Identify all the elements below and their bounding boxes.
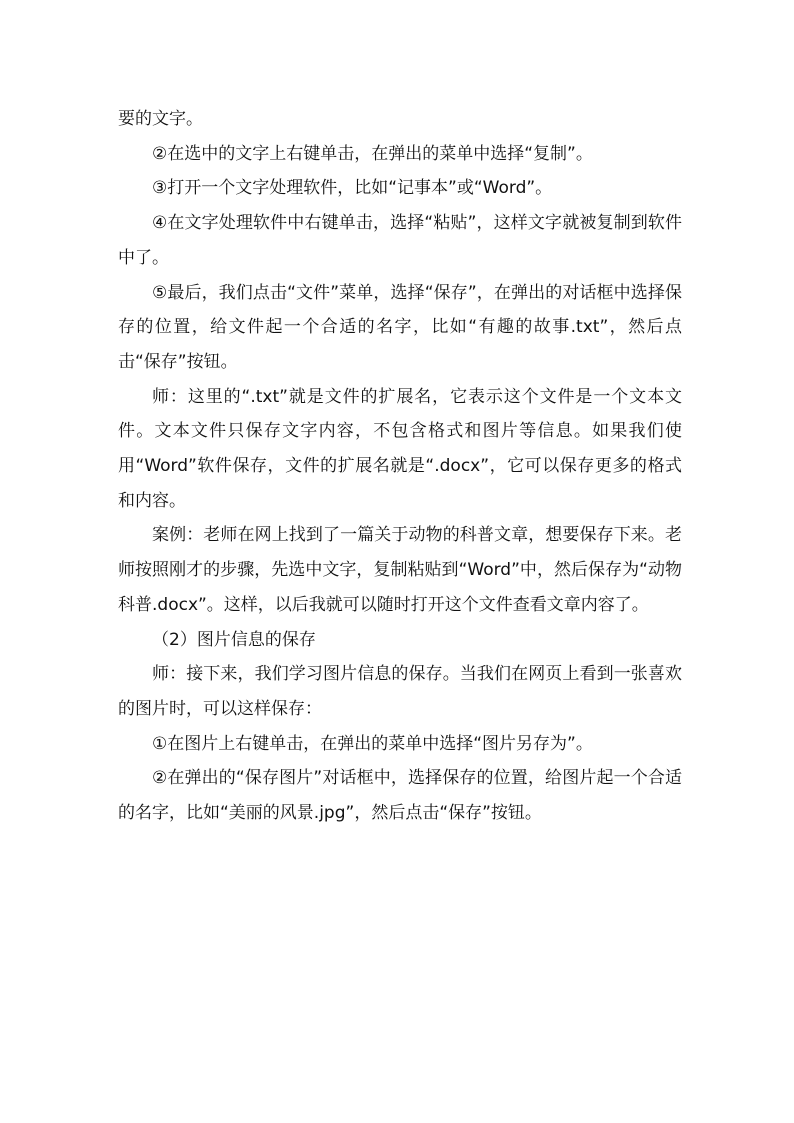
document-body: [118, 102, 682, 831]
teacher-extension-paragraph: 师：这里的“.txt”就是文件的扩展名，它表示这个文件是一个文本文件。文本文件只保存文字内容，不包含格式和图片等信息。如果我们使用“Word”软件保存，文件的扩展名就是“.docx”，它可以保存更多的格式和内容。: [118, 386, 682, 511]
image-step-2-paragraph: ②在弹出的“保存图片”对话框中，选择保存的位置，给图片起一个合适的名字，比如“美丽的风景.jpg”，然后点击“保存”按钮。: [118, 768, 682, 824]
step-paste-paragraph: ④在文字处理软件中右键单击，选择“粘贴”，这样文字就被复制到软件中了。: [118, 213, 682, 268]
teacher-image-intro-paragraph: 师：接下来，我们学习图片信息的保存。当我们在网页上看到一张喜欢的图片时，可以这样保存：: [118, 664, 682, 719]
step-open-editor-paragraph: ③打开一个文字处理软件，比如“记事本”或“Word”。: [152, 178, 553, 199]
step-save-paragraph: ⑤最后，我们点击“文件”菜单，选择“保存”，在弹出的对话框中选择保存的位置，给文件起一个合适的名字，比如“有趣的故事.txt”，然后点击“保存”按钮。: [118, 282, 682, 372]
image-step-1-paragraph: ①在图片上右键单击，在弹出的菜单中选择“图片另存为”。: [152, 733, 593, 754]
step-copy-paragraph: ②在选中的文字上右键单击，在弹出的菜单中选择“复制”。: [152, 143, 593, 164]
paragraph-continuation: 要的文字。: [118, 109, 203, 129]
case-example-paragraph: 案例：老师在网上找到了一篇关于动物的科普文章，想要保存下来。老师按照刚才的步骤，先选中文字，复制粘贴到“Word”中，然后保存为“动物科普.docx”。这样，以后我就可以随时打开这个文件查看文章内容了。: [118, 525, 682, 615]
section-heading: （2）图片信息的保存: [152, 629, 316, 650]
